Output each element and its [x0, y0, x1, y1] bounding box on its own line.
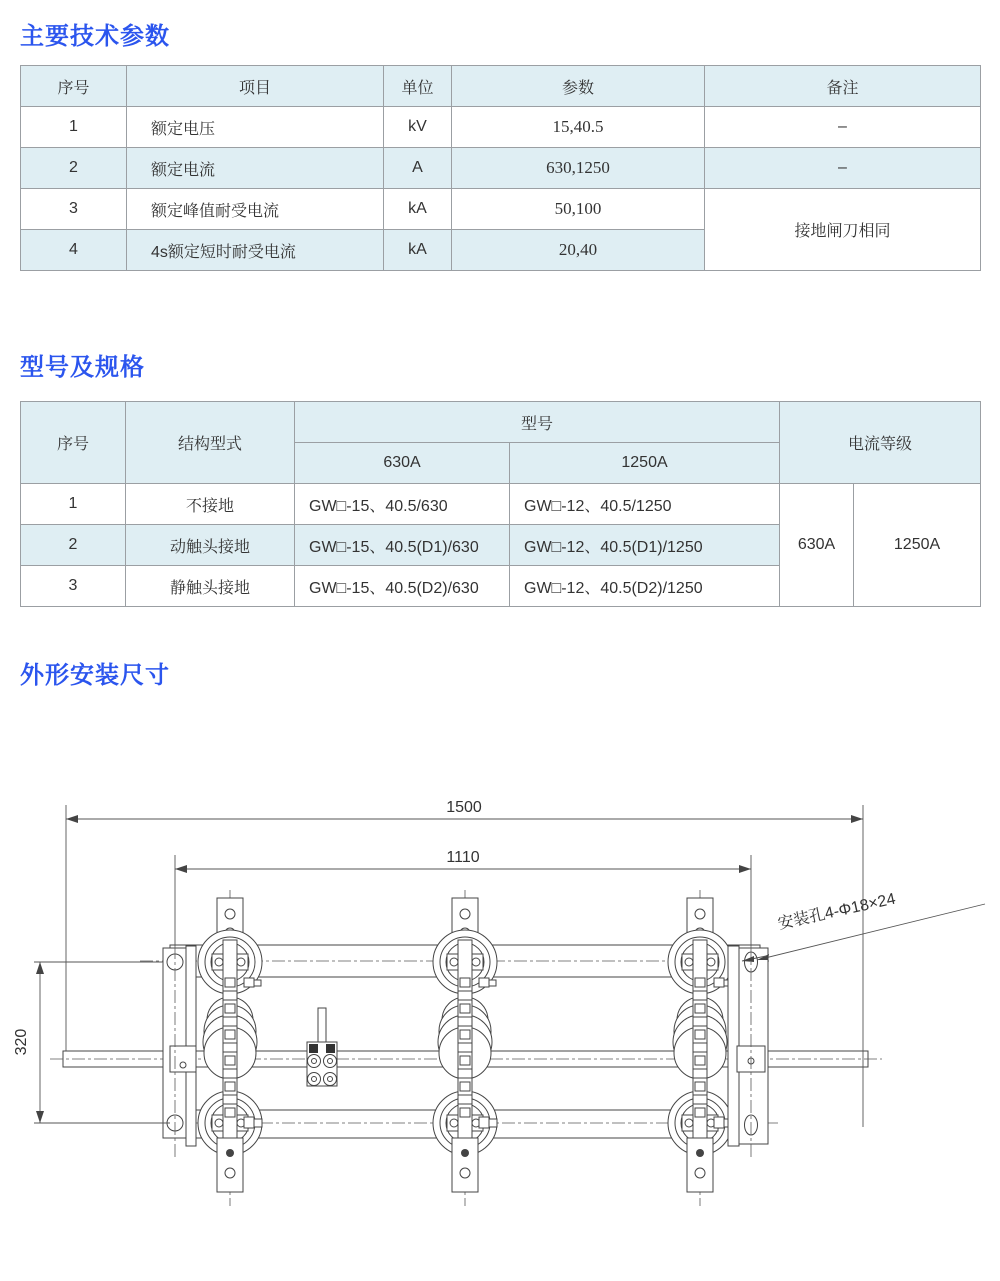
cell-note-merged: 接地闸刀相同 [705, 189, 981, 271]
cell-structure: 动触头接地 [126, 525, 295, 566]
cell-note: – [705, 107, 981, 148]
cell-current-630: 630A [780, 484, 854, 607]
dimension-label-1500: 1500 [446, 799, 482, 816]
col-header-630a: 630A [295, 443, 510, 484]
table-header-row [21, 66, 981, 107]
dimension-label-1110: 1110 [446, 849, 480, 866]
drive-clamp-mechanism [307, 1008, 337, 1086]
cell-structure: 静触头接地 [126, 566, 295, 607]
cell-unit: A [384, 148, 452, 189]
cell-value: 50,100 [452, 189, 705, 230]
col-header-current: 电流等级 [780, 402, 981, 484]
main-parameters-table [20, 65, 981, 271]
cell-no: 3 [21, 189, 127, 230]
table-row [21, 189, 981, 230]
cell-model-630: GW□-15、40.5(D1)/630 [295, 525, 510, 566]
phase-column-right [668, 890, 732, 1206]
models-table [20, 401, 981, 607]
cell-model-1250: GW□-12、40.5(D2)/1250 [510, 566, 780, 607]
cell-unit: kA [384, 230, 452, 271]
col-header-note: 备注 [705, 66, 981, 107]
col-header-1250a: 1250A [510, 443, 780, 484]
mounting-hole-annotation [742, 890, 985, 962]
dimension-height [13, 962, 170, 1123]
cell-no: 1 [21, 107, 127, 148]
cell-value: 630,1250 [452, 148, 705, 189]
cell-model-1250: GW□-12、40.5(D1)/1250 [510, 525, 780, 566]
col-header-no: 序号 [21, 402, 126, 484]
cell-item: 额定电压 [127, 107, 384, 148]
section-title-dimensions: 外形安装尺寸 [20, 662, 170, 689]
rod-coupler-left [170, 1046, 196, 1072]
col-header-model: 型号 [295, 402, 780, 443]
outline-drawing-container [0, 690, 1000, 1281]
cell-no: 2 [21, 148, 127, 189]
col-header-structure: 结构型式 [126, 402, 295, 484]
cell-value: 15,40.5 [452, 107, 705, 148]
cell-item: 额定峰值耐受电流 [127, 189, 384, 230]
cell-no: 1 [21, 484, 126, 525]
cell-model-1250: GW□-12、40.5/1250 [510, 484, 780, 525]
cell-no: 4 [21, 230, 127, 271]
cell-unit: kV [384, 107, 452, 148]
section-title-models: 型号及规格 [20, 354, 145, 381]
table-header-row [21, 402, 981, 443]
col-header-item: 项目 [127, 66, 384, 107]
cell-value: 20,40 [452, 230, 705, 271]
cell-model-630: GW□-15、40.5(D2)/630 [295, 566, 510, 607]
cell-unit: kA [384, 189, 452, 230]
col-header-unit: 单位 [384, 66, 452, 107]
cell-current-1250: 1250A [854, 484, 981, 607]
cell-item: 4s额定短时耐受电流 [127, 230, 384, 271]
dimension-label-320: 320 [13, 1028, 30, 1056]
table-row [21, 107, 981, 148]
cell-item: 额定电流 [127, 148, 384, 189]
cell-note: – [705, 148, 981, 189]
table-row [21, 148, 981, 189]
col-header-value: 参数 [452, 66, 705, 107]
cell-no: 3 [21, 566, 126, 607]
section-title-main-parameters: 主要技术参数 [20, 23, 170, 50]
cell-model-630: GW□-15、40.5/630 [295, 484, 510, 525]
phase-column-left [198, 890, 262, 1206]
cell-no: 2 [21, 525, 126, 566]
phase-column-middle [433, 890, 497, 1206]
cell-structure: 不接地 [126, 484, 295, 525]
disconnector-outline-drawing [0, 690, 1000, 1280]
table-row [21, 484, 981, 525]
mounting-hole-note-label: 安装孔4-Φ18×24 [776, 890, 898, 933]
col-header-no: 序号 [21, 66, 127, 107]
